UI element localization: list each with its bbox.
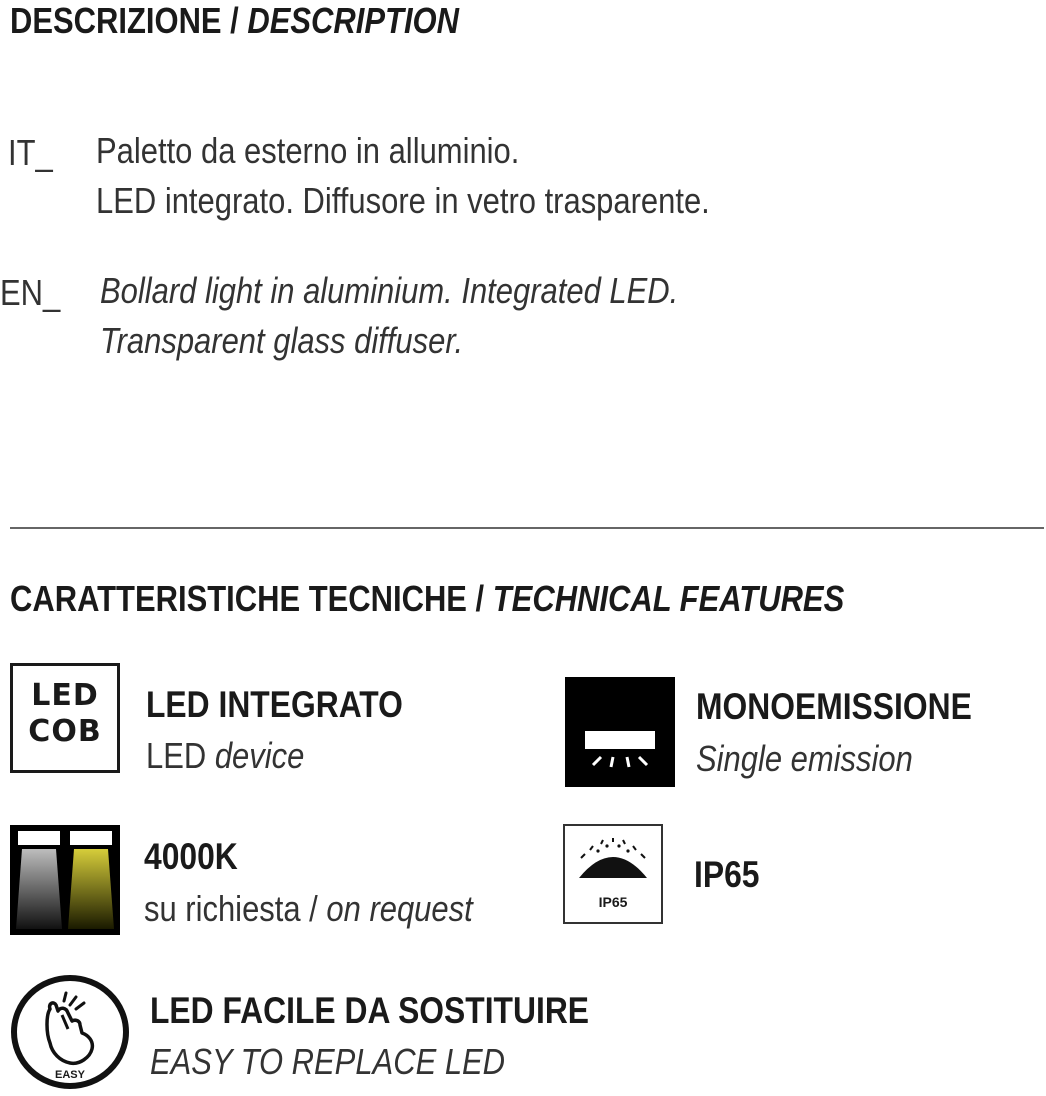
ip-rating-icon bbox=[563, 824, 663, 924]
feature-title: MONOEMISSIONE bbox=[696, 686, 972, 727]
lang-prefix-en: EN_ bbox=[0, 272, 61, 313]
feature-title: 4000K bbox=[144, 836, 238, 877]
feature-subtitle-normal: LED bbox=[146, 735, 207, 776]
feature-title: IP65 bbox=[694, 854, 760, 895]
description-it-line: LED integrato. Diffusore in vetro trasparente. bbox=[96, 180, 710, 221]
feature-subtitle bbox=[150, 1041, 505, 1083]
feature-subtitle-normal: su richiesta / bbox=[144, 888, 318, 929]
rain-dome-icon bbox=[565, 826, 661, 896]
section-divider bbox=[10, 527, 1044, 529]
easy-replace-icon-text: EASY bbox=[55, 1069, 85, 1081]
feature-title: LED INTEGRATO bbox=[146, 684, 403, 725]
single-emission-icon-graphic bbox=[565, 677, 675, 787]
features-heading bbox=[10, 578, 844, 620]
description-heading bbox=[10, 0, 459, 42]
ip-rating-icon-text: IP65 bbox=[598, 894, 628, 910]
description-heading-it: DESCRIZIONE / bbox=[10, 0, 239, 41]
color-temperature-icon-graphic bbox=[10, 825, 120, 935]
single-emission-icon bbox=[565, 677, 675, 787]
easy-replace-icon bbox=[10, 975, 130, 1090]
description-en-line: Transparent glass diffuser. bbox=[100, 320, 464, 361]
feature-subtitle-italic: EASY TO REPLACE LED bbox=[150, 1041, 506, 1082]
feature-subtitle bbox=[144, 888, 473, 930]
features-heading-en: TECHNICAL FEATURES bbox=[492, 578, 845, 619]
led-cob-icon bbox=[10, 663, 120, 773]
feature-subtitle bbox=[146, 735, 304, 777]
color-temperature-icon bbox=[10, 825, 120, 935]
led-cob-icon-text: LED bbox=[31, 678, 99, 713]
feature-subtitle-italic: device bbox=[214, 735, 305, 776]
feature-subtitle bbox=[696, 738, 913, 780]
description-en bbox=[100, 266, 678, 366]
feature-subtitle-italic: Single emission bbox=[696, 738, 913, 779]
description-heading-en: DESCRIPTION bbox=[247, 0, 459, 41]
led-cob-icon-text: COB bbox=[28, 714, 102, 749]
description-it bbox=[96, 126, 710, 226]
description-en-line: Bollard light in aluminium. Integrated LED. bbox=[100, 270, 679, 311]
feature-title: LED FACILE DA SOSTITUIRE bbox=[150, 990, 590, 1031]
features-heading-it: CARATTERISTICHE TECNICHE / bbox=[10, 578, 485, 619]
lang-prefix-it: IT_ bbox=[8, 132, 53, 173]
description-it-line: Paletto da esterno in alluminio. bbox=[96, 130, 520, 171]
feature-subtitle-italic: on request bbox=[326, 888, 473, 929]
